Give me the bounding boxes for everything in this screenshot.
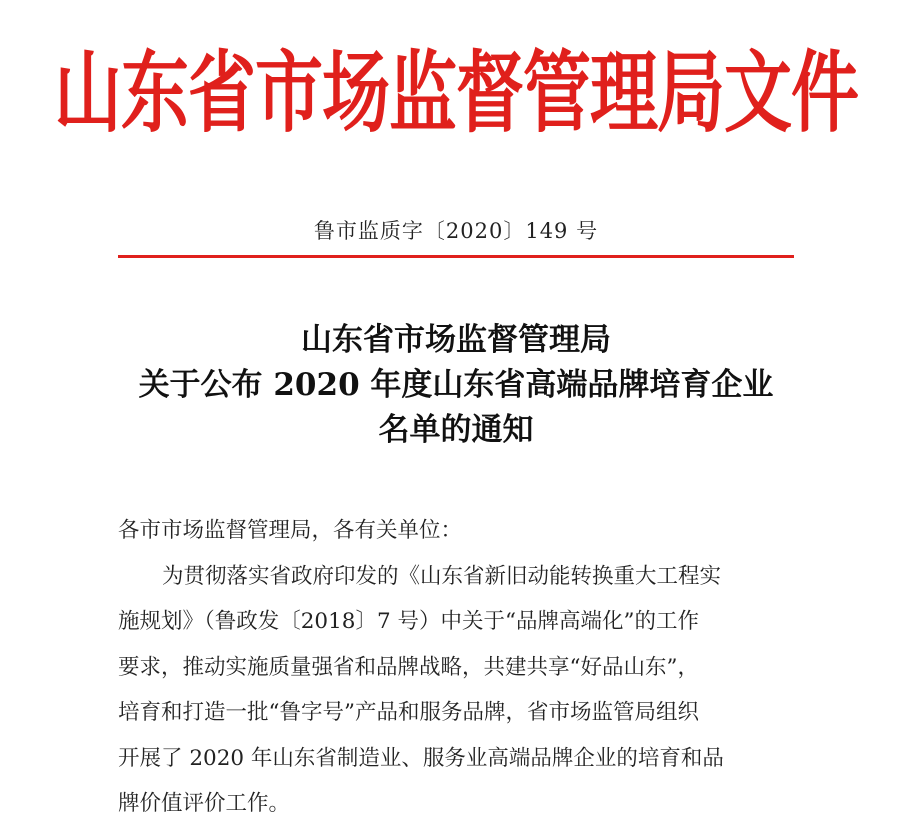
paragraph-line-3: 要求，推动实施质量强省和品牌战略，共建共享“好品山东”， [118,654,699,680]
notice-title-line-1: 山东省市场监督管理局 [301,322,611,358]
masthead-title: 山东省市场监督管理局文件 [53,43,858,146]
notice-title-line-2: 关于公布 2020 年度山东省高端品牌培育企业 [138,367,774,403]
paragraph-line-2: 施规划》（鲁政发〔2018〕7 号）中关于“品牌高端化”的工作 [118,609,699,634]
notice-title-line-3: 名单的通知 [378,412,534,448]
red-divider-line [118,255,794,258]
paragraph-line-1: 为贯彻落实省政府印发的《山东省新旧动能转换重大工程实 [162,563,722,589]
salutation: 各市市场监督管理局，各有关单位： [118,518,463,543]
notice-body [118,508,798,827]
paragraph-line-6: 牌价值评价工作。 [118,791,291,816]
document-number: 鲁市监质字〔2020〕149 号 [313,219,599,243]
notice-title [0,318,912,453]
paragraph-line-5: 开展了 2020 年山东省制造业、服务业高端品牌企业的培育和品 [118,745,724,771]
paragraph-line-4: 培育和打造一批“鲁字号”产品和服务品牌，省市场监管局组织 [118,700,699,725]
